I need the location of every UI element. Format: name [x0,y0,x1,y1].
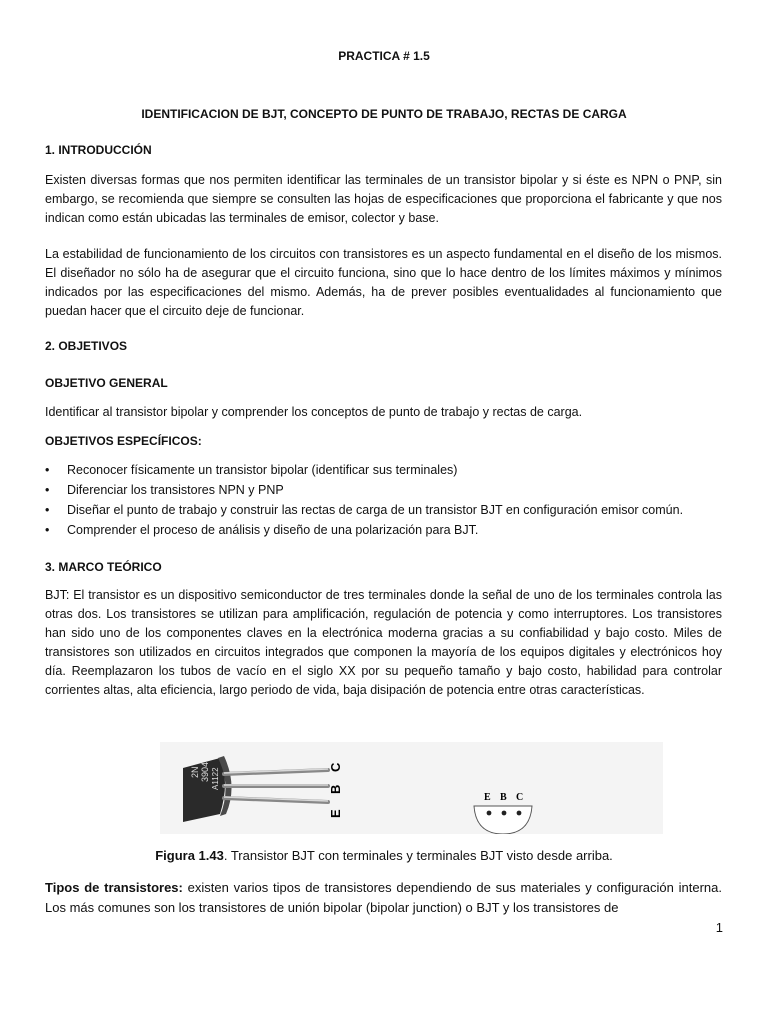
transistor-marking-3: A1122 [211,767,220,790]
objectives-list [45,460,683,540]
objectives-specific-heading: OBJETIVOS ESPECÍFICOS: [45,434,202,448]
list-item: • Diseñar el punto de trabajo y construir las rectas de carga de un transistor BJT en configuración emisor común. [45,500,683,520]
top-label-b: B [500,792,507,803]
bjt-paragraph: BJT: El transistor es un dispositivo semiconductor de tres terminales donde la señal de uno de los terminales controla las otras dos. Los transistores se utilizan para amplificación, regulación de potencia y como interruptores. Los transistores han sido uno de los componentes claves en la electrónica moderna gracias a su confiabilidad y bajo costo. Miles de transistores son utilizados en circuitos integrados que componen la mayoría de los equipos digitales y electrónicos hoy día. Reemplazaron los tubos de vacío en el siglo XX por su pequeño tamaño y bajo costo, habilidad para controlar corrientes altas, alta eficiencia, largo periodo de vida, baja disipación de potencia entre otras características. [45,588,722,697]
top-label-c: C [516,792,524,803]
list-item: • Reconocer físicamente un transistor bipolar (identificar sus terminales) [45,460,683,480]
list-item: • Diferenciar los transistores NPN y PNP [45,480,683,500]
lead-label-e: E [328,809,343,818]
practice-title: PRACTICA # 1.5 [338,49,430,63]
transistor-illustration [160,742,663,834]
section-heading-marco-teorico: 3. MARCO TEÓRICO [45,560,162,574]
bullet-icon: • [45,483,50,497]
pin-e-icon [487,811,492,816]
bullet-icon: • [45,463,50,477]
figure-transistor [160,742,663,834]
figure-caption [0,848,768,863]
transistor-marking-2: 3904 [200,761,210,782]
objective-general-heading: OBJETIVO GENERAL [45,376,168,390]
pin-b-icon [502,811,507,816]
lead-label-b: B [328,784,343,794]
bullet-icon: • [45,503,50,517]
section-heading-introduccion: 1. INTRODUCCIÓN [45,143,152,157]
list-item: • Comprender el proceso de análisis y diseño de una polarización para BJT. [45,520,683,540]
pin-c-icon [517,811,522,816]
top-view-outline-icon [474,806,532,834]
objective-general-text: Identificar al transistor bipolar y comprender los conceptos de punto de trabajo y rectas de carga. [45,405,583,419]
caption-label: Figura 1.43 [155,848,224,863]
types-text: existen varios tipos de transistores dependiendo de sus materiales y configuración interna. Los más comunes son los transistores de unión bipolar (bipolar junction) o BJT y los transistores de [45,880,722,915]
types-lead: Tipos de transistores: [45,880,183,895]
section-heading-objetivos: 2. OBJETIVOS [45,339,128,353]
lead-label-c: C [328,762,343,772]
caption-text: . Transistor BJT con terminales y terminales BJT visto desde arriba. [223,848,613,863]
intro-paragraph-2: La estabilidad de funcionamiento de los circuitos con transistores es un aspecto fundamental en el diseño de los mismos. El diseñador no sólo ha de asegurar que el circuito funciona, sino que lo hace dentro de los límites máximos y mínimos indicados por las especificaciones del mismo. Además, ha de prever posibles eventualidades al funcionamiento que puedan hacer que el circuito deje de funcionar. [45,247,722,318]
transistor-marking-1: 2N [190,766,200,778]
practice-subtitle: IDENTIFICACION DE BJT, CONCEPTO DE PUNTO DE TRABAJO, RECTAS DE CARGA [141,107,627,121]
top-label-e: E [484,792,491,803]
intro-paragraph-1: Existen diversas formas que nos permiten identificar las terminales de un transistor bipolar y si éste es NPN o PNP, sin embargo, se recomienda que siempre se consulten las hojas de especificaciones que proporciona el fabricante y que nos indican como están ubicadas las terminales de emisor, colector y base. [45,173,722,225]
bullet-icon: • [45,523,50,537]
page-number: 1 [715,920,723,935]
types-paragraph [45,878,722,918]
